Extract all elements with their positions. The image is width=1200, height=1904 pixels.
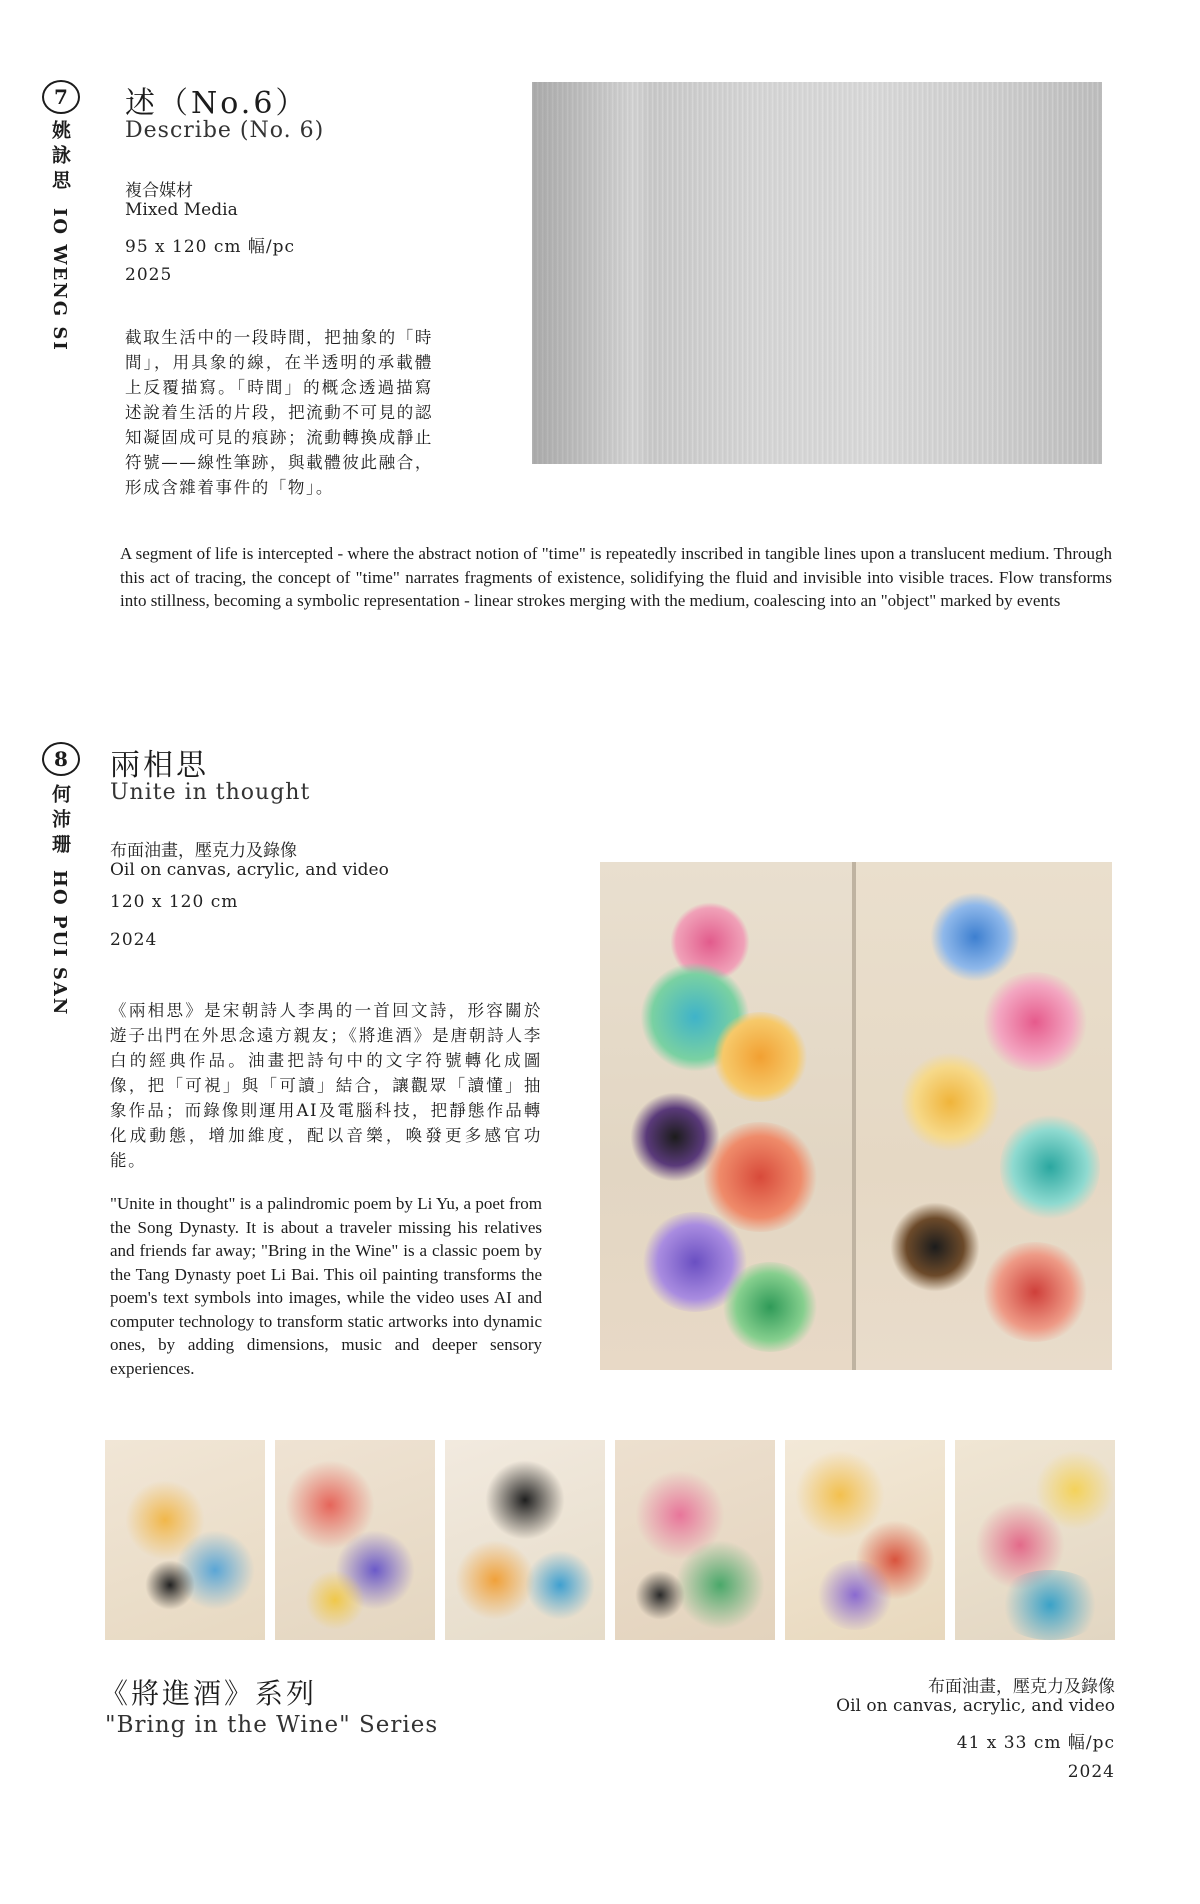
artist-name-zh: 何沛珊 — [49, 784, 71, 859]
description-en: A segment of life is intercepted - where the abstract notion of "time" is repeatedly inscribed in tangible lines upon a translucent medium. Through this act of tracing, the concept of "time" narrates fragments of existence, solidifying the fluid and invisible into visible traces. Flow transforms into stillness, becoming a symbolic representation - linear strokes merging with the medium, coalescing into an "object" marked by events — [120, 544, 1112, 610]
paint-blob — [1000, 1112, 1100, 1222]
series-thumbnail — [785, 1440, 945, 1640]
description-zh: 《兩相思》是宋朝詩人李禺的一首回文詩，形容關於遊子出門在外思念遠方親友；《將進酒》是唐朝詩人李白的經典作品。油畫把詩句中的文字符號轉化成圖像，把「可視」與「可讀」結合，讓觀眾「讀懂」抽象作品；而錄像則運用AI及電腦科技，把靜態作品轉化成動態，增加維度，配以音樂，喚發更多感官功能。 — [110, 1001, 542, 1170]
series-thumbnail — [615, 1440, 775, 1640]
medium-zh: 複合媒材 — [125, 181, 193, 201]
paint-blob — [675, 1540, 765, 1630]
artwork-shadow-edge — [532, 82, 632, 464]
paint-blob — [525, 1550, 595, 1620]
series-thumbnail — [105, 1440, 265, 1640]
paint-blob — [720, 1262, 820, 1352]
series-thumbnail — [445, 1440, 605, 1640]
series-medium-zh: 布面油畫，壓克力及錄像 — [928, 1677, 1115, 1697]
year: 2025 — [125, 265, 173, 285]
paint-blob — [145, 1560, 195, 1610]
paint-blob — [305, 1570, 365, 1630]
series-thumbnail — [955, 1440, 1115, 1640]
paint-blob — [710, 1012, 810, 1102]
year: 2024 — [110, 930, 158, 950]
series-year: 2024 — [1067, 1762, 1115, 1782]
paint-blob — [455, 1540, 535, 1620]
work-title-zh: 兩相思 — [110, 748, 209, 783]
paint-blob — [900, 1052, 1000, 1152]
paint-blob — [635, 1570, 685, 1620]
paint-blob — [995, 1570, 1105, 1640]
artwork-image-unite-in-thought — [600, 862, 1112, 1370]
work-title-en: Unite in thought — [110, 780, 311, 805]
medium-zh: 布面油畫，壓克力及錄像 — [110, 841, 297, 861]
paint-blob — [930, 892, 1020, 982]
dimensions: 120 x 120 cm — [110, 892, 239, 912]
series-thumbnail — [275, 1440, 435, 1640]
paint-blob — [980, 1242, 1090, 1342]
paint-blob — [485, 1460, 565, 1540]
work-title-zh: 述（No.6） — [125, 86, 309, 121]
paint-blob — [980, 972, 1090, 1072]
series-title-zh: 《將進酒》系列 — [100, 1677, 318, 1710]
series-title-en: "Bring in the Wine" Series — [105, 1712, 439, 1738]
paint-blob — [815, 1560, 895, 1630]
series-dimensions: 41 x 33 cm 幅/pc — [956, 1733, 1115, 1753]
artist-name-zh: 姚詠思 — [49, 120, 71, 195]
description-zh: 截取生活中的一段時間，把抽象的「時間」，用具象的線，在半透明的承載體上反覆描寫。「時間」的概念透過描寫述說着生活的片段，把流動不可見的認知凝固成可見的痕跡；流動轉換成靜止符號——線性筆跡，與載體彼此融合，形成含雜着事件的「物」。 — [125, 328, 433, 497]
diptych-divider — [852, 862, 856, 1370]
work-number-badge: 8 — [42, 742, 80, 776]
dimensions: 95 x 120 cm 幅/pc — [125, 237, 296, 257]
artwork-image-describe — [532, 82, 1102, 464]
work-number-badge: 7 — [42, 80, 80, 114]
series-medium-en: Oil on canvas, acrylic, and video — [836, 1696, 1115, 1716]
artist-name-en: IO WENG SI — [49, 208, 70, 352]
paint-blob — [700, 1122, 820, 1232]
work-title-en: Describe (No. 6) — [125, 118, 325, 143]
artist-name-en: HO PUI SAN — [49, 870, 70, 1017]
paint-blob — [890, 1202, 980, 1292]
medium-en: Oil on canvas, acrylic, and video — [110, 860, 389, 880]
medium-en: Mixed Media — [125, 200, 238, 220]
description-en: "Unite in thought" is a palindromic poem by Li Yu, a poet from the Song Dynasty. It is about a traveler missing his relatives and friends far away; "Bring in the Wine" is a classic poem by the Tang Dynasty poet Li Bai. This oil painting transforms the poem's text symbols into images, while the video uses AI and computer technology to transform static artworks into dynamic ones, by adding dimensions, music and deeper sensory experiences. — [110, 1194, 542, 1378]
